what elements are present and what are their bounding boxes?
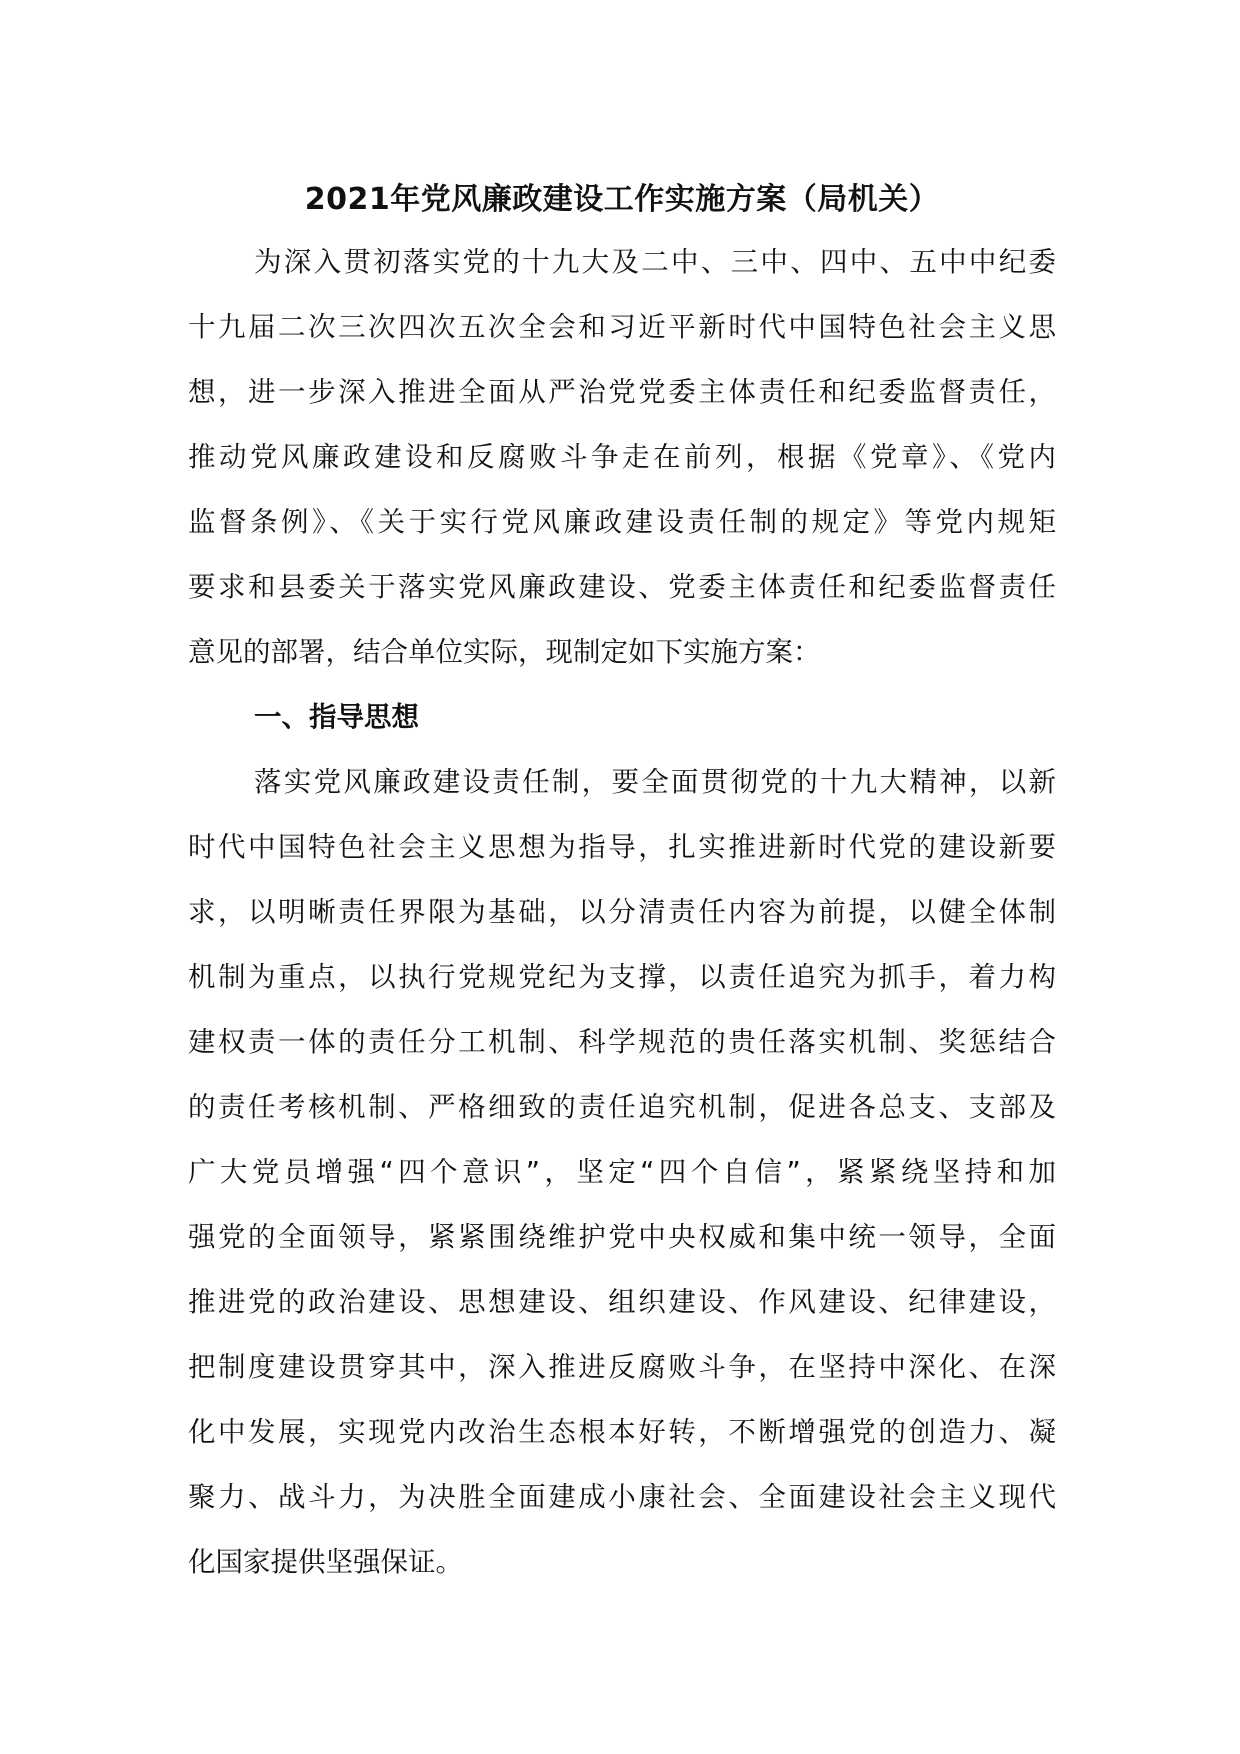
guiding-ideology-paragraph — [188, 750, 1056, 1595]
paragraph-line: 的责任考核机制、严格细致的责任追究机制，促进各总支、支部及 — [188, 1091, 1056, 1123]
paragraph-line: 要求和县委关于落实党风廉政建设、党委主体责任和纪委监督责任 — [188, 571, 1056, 603]
section-heading-guiding-ideology: 一、指导思想 — [254, 701, 419, 733]
document-page — [188, 170, 1056, 1595]
paragraph-line: 建权责一体的责任分工机制、科学规范的贵任落实机制、奖惩结合 — [188, 1026, 1056, 1058]
paragraph-line: 化中发展，实现党内改治生态根本好转，不断增强党的创造力、凝 — [188, 1416, 1056, 1448]
paragraph-line: 机制为重点，以执行党规党纪为支撑，以责任追究为抓手，着力构 — [188, 961, 1056, 993]
paragraph-line: 化国家提供坚强保证。 — [188, 1546, 463, 1578]
intro-paragraph — [188, 230, 1056, 685]
paragraph-line: 广大党员增强“四个意识”，坚定“四个自信”，紧紧绕坚持和加 — [188, 1156, 1056, 1188]
document-title: 2021年党风廉政建设工作实施方案（局机关） — [304, 182, 940, 217]
paragraph-line: 推进党的政治建设、思想建设、组织建设、作风建设、纪律建设， — [188, 1286, 1056, 1318]
paragraph-line: 落实党风廉政建设责任制，要全面贯彻党的十九大精神，以新 — [254, 766, 1056, 798]
paragraph-line: 想，进一步深入推进全面从严治党党委主体责任和纪委监督责任， — [188, 376, 1056, 408]
paragraph-line: 时代中国特色社会主义思想为指导，扎实推进新时代党的建设新要 — [188, 831, 1056, 863]
paragraph-line: 为深入贯初落实党的十九大及二中、三中、四中、五中中纪委 — [254, 246, 1056, 278]
paragraph-line: 监督条例》、《关于实行党风廉政建设责任制的规定》等党内规矩 — [188, 506, 1056, 538]
paragraph-line: 推动党风廉政建设和反腐败斗争走在前列，根据《党章》、《党内 — [188, 441, 1056, 473]
paragraph-line: 聚力、战斗力，为决胜全面建成小康社会、全面建设社会主义现代 — [188, 1481, 1056, 1513]
paragraph-line: 求，以明晰责任界限为基础，以分清责任内容为前提，以健全体制 — [188, 896, 1056, 928]
paragraph-line: 把制度建设贯穿其中，深入推进反腐败斗争，在坚持中深化、在深 — [188, 1351, 1056, 1383]
paragraph-line: 意见的部署，结合单位实际，现制定如下实施方案： — [188, 636, 821, 668]
paragraph-line: 十九届二次三次四次五次全会和习近平新时代中国特色社会主义思 — [188, 311, 1056, 343]
paragraph-line: 强党的全面领导，紧紧围绕维护党中央权威和集中统一领导，全面 — [188, 1221, 1056, 1253]
